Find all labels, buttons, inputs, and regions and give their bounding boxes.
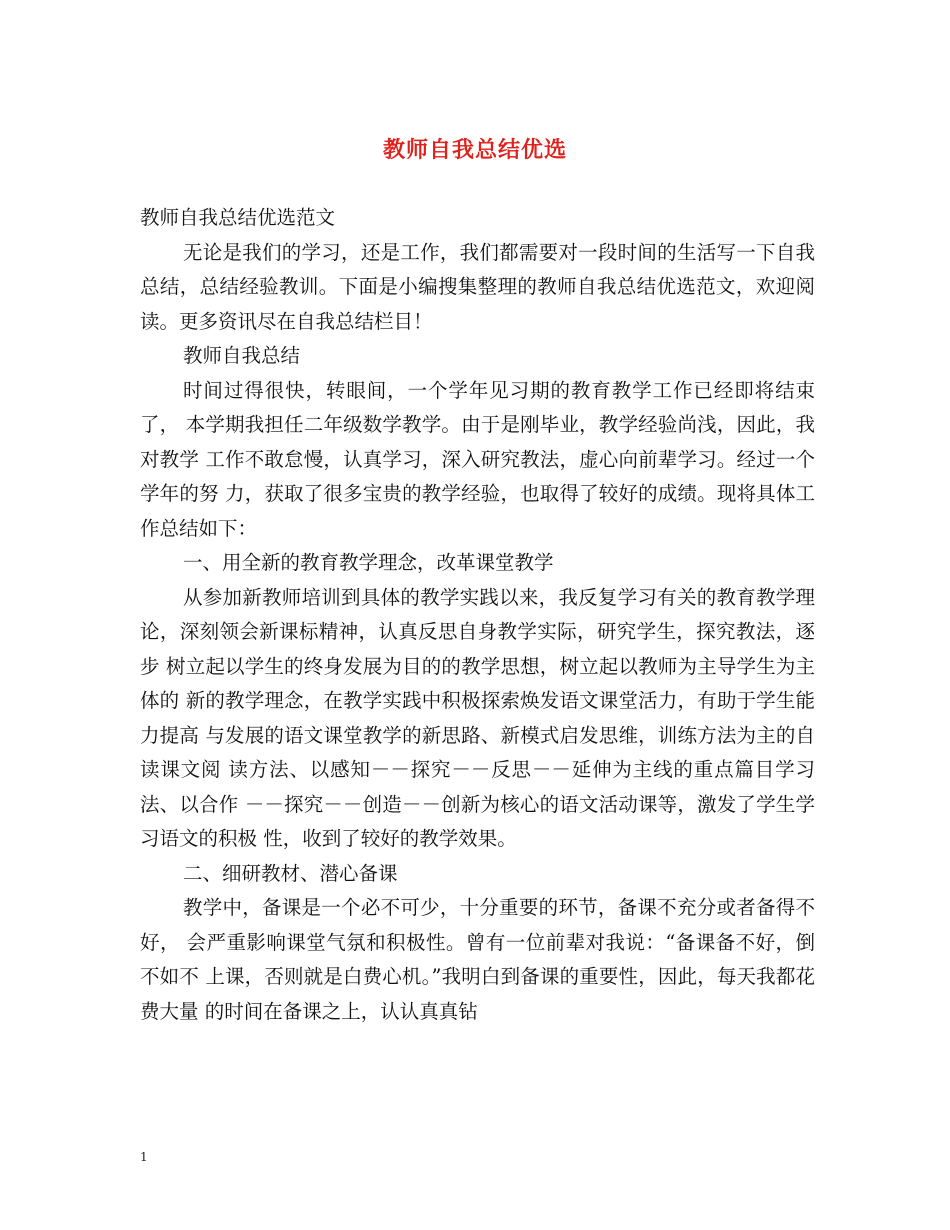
body-paragraph: 教学中，备课是一个必不可少，十分重要的环节，备课不充分或者备得不好， 会严重影响课堂气氛和积极性。曾有一位前辈对我说：“备课备不好，倒不如不 上课，否则就是白费心机。”我明白到备课的重要性，因此，每天我都花费大量 的时间在备课之上，认认真真钻 [140,896,815,1023]
body-paragraph: 时间过得很快，转眼间，一个学年见习期的教育教学工作已经即将结束了， 本学期我担任二年级数学教学。由于是刚毕业，教学经验尚浅，因此，我对教学 工作不敢怠慢，认真学习，深入研究教法，虚心向前辈学习。经过一个学年的努 力，获取了很多宝贵的教学经验，也取得了较好的成绩。现将具体工作总结如下： [140,378,815,540]
intro-paragraph: 无论是我们的学习，还是工作，我们都需要对一段时间的生活写一下自我总结，总结经验教训。下面是小编搜集整理的教师自我总结优选范文，欢迎阅读。更多资讯尽在自我总结栏目！ [140,240,815,333]
page-number: 1 [140,1150,148,1164]
subtitle-paragraph: 教师自我总结优选范文 [140,206,336,229]
section-heading: 一、用全新的教育教学理念，改革课堂教学 [183,551,554,574]
document-body [140,201,815,1029]
document-title: 教师自我总结优选 [382,137,567,163]
section-heading: 二、细研教材、潜心备课 [183,861,398,885]
body-paragraph: 从参加新教师培训到具体的教学实践以来，我反复学习有关的教育教学理 论，深刻领会新课标精神，认真反思自身教学实际，研究学生，探究教法，逐步 树立起以学生的终身发展为目的的教学思想，树立起以教师为主导学生为主体的 新的教学理念，在教学实践中积极探索焕发语文课堂活力，有助于学生能力提高 与发展的语文课堂教学的新思路、新模式启发思维，训练方法为主的自读课文阅 读方法、以感知－－探究－－反思－－延伸为主线的重点篇目学习法、以合作 －－探究－－创造－－创新为核心的语文活动课等，激发了学生学习语文的积极 性，收到了较好的教学效果。 [140,585,815,850]
section-heading: 教师自我总结 [183,344,301,367]
